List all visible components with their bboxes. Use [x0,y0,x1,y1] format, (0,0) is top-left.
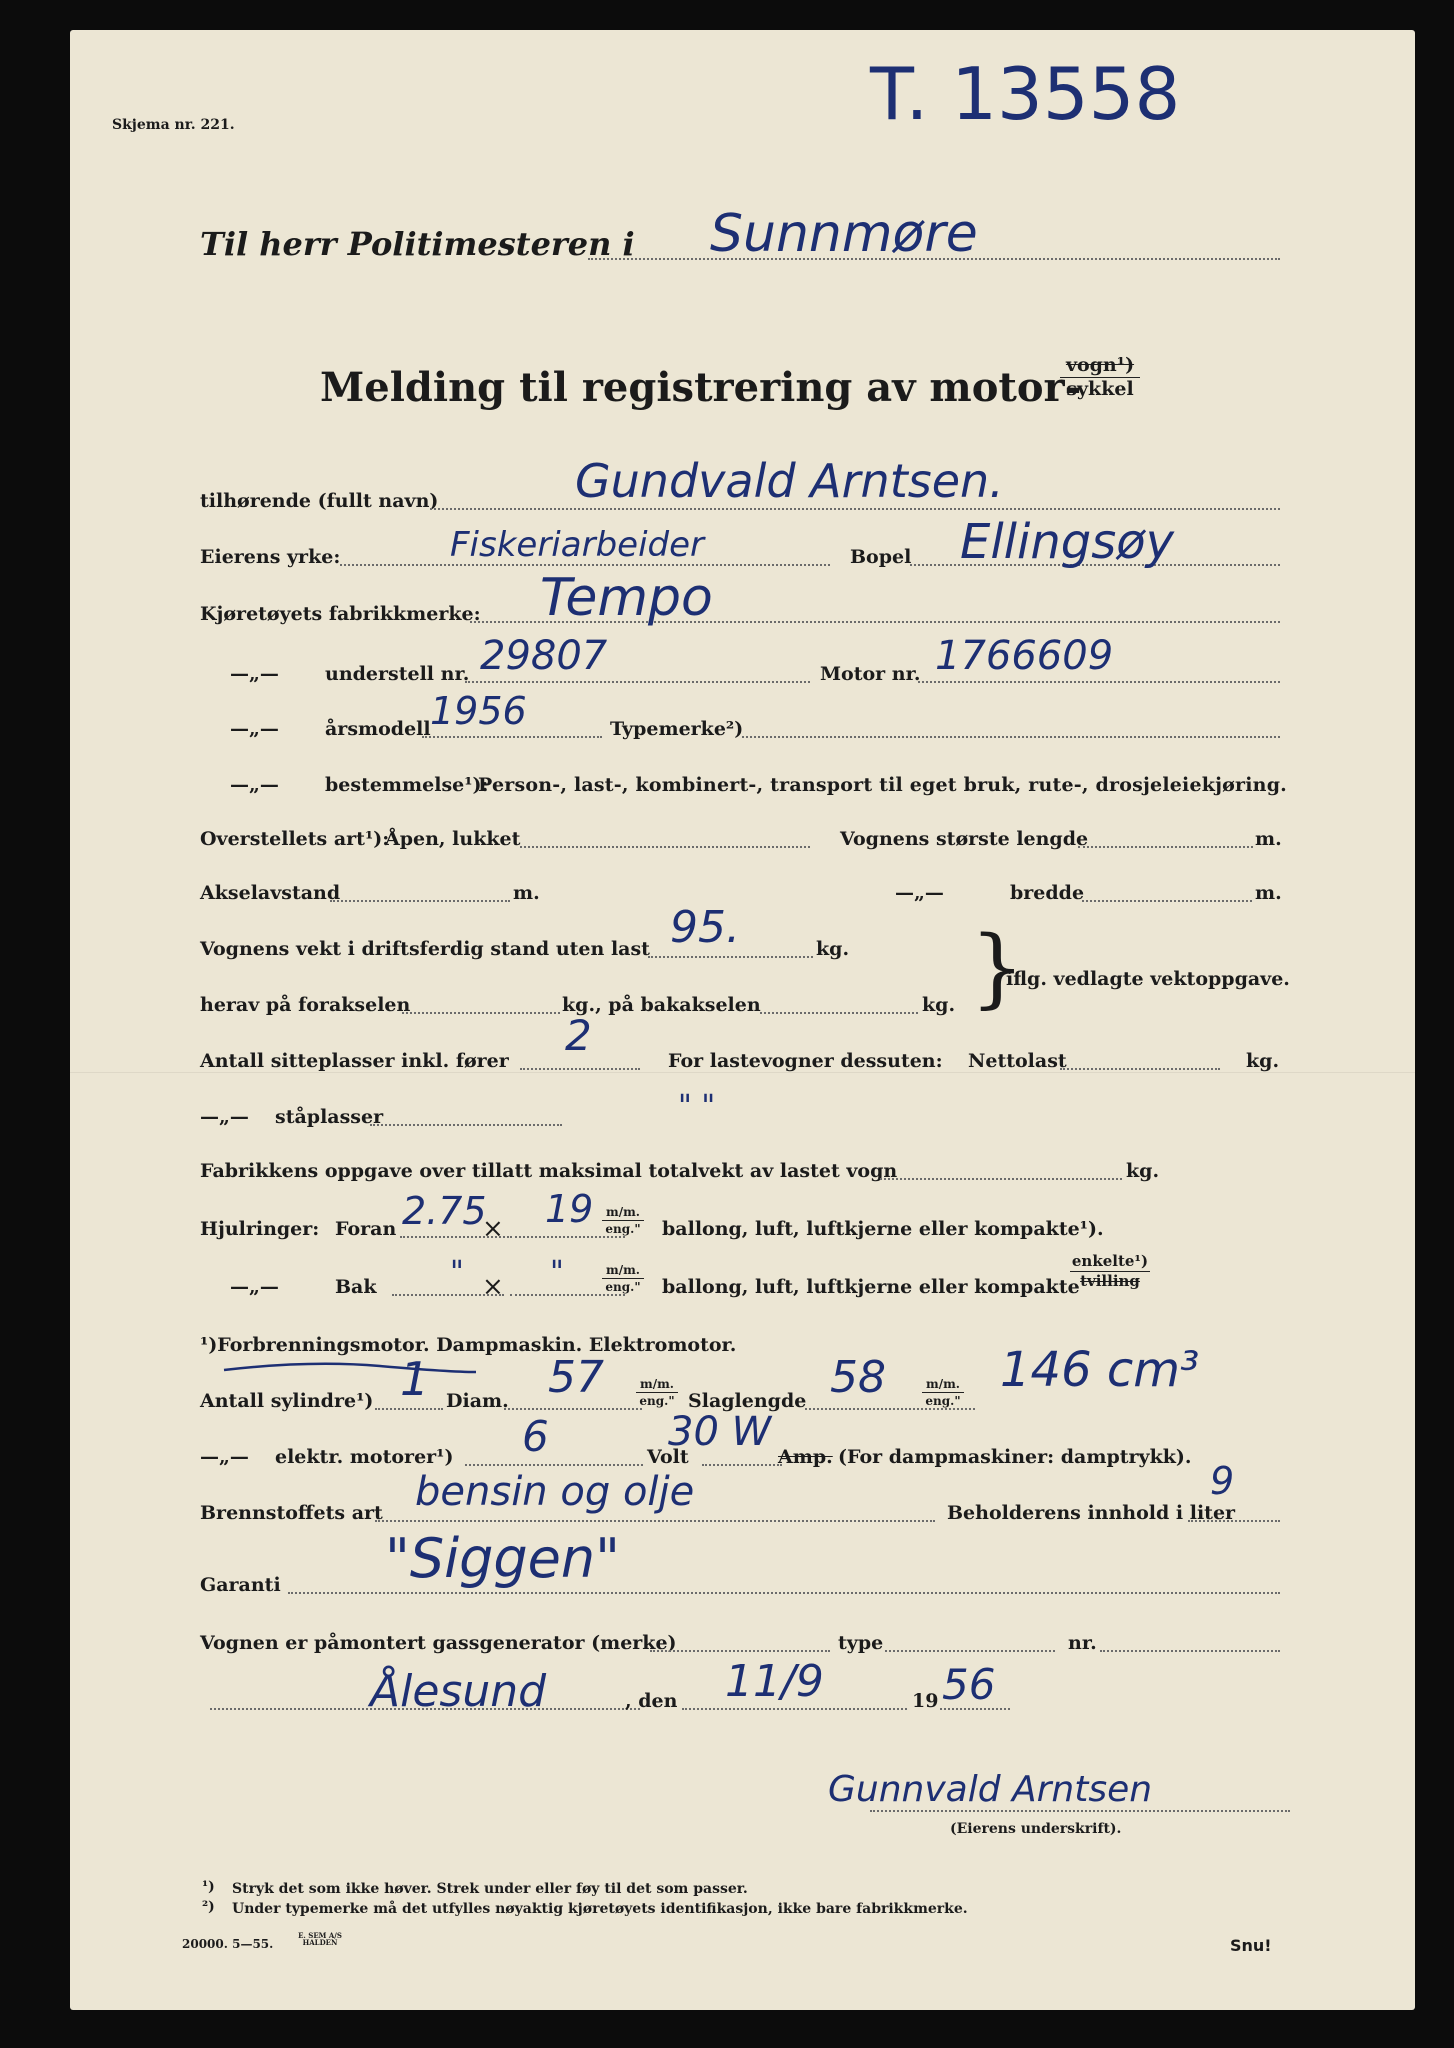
chassis-label: understell nr. [325,663,470,685]
wheels-front-unit: m/m. eng." [602,1206,644,1235]
printer-info: E. SEM A/S HALDEN [298,1931,342,1947]
tank-value: 9 [1210,1459,1235,1503]
seats-value: 2 [565,1011,592,1060]
cylinders-label: Antall sylindre¹) [200,1390,374,1412]
wheels-front-width: 2.75 [402,1189,487,1233]
ditto-mark: —„— [230,1276,279,1298]
ditto-mark: —„— [200,1446,249,1468]
diameter-value: 57 [548,1352,604,1403]
chassis-value: 29807 [480,633,608,679]
tank-label: Beholderens innhold i liter [947,1502,1236,1524]
motor-value: 1766609 [935,633,1114,679]
wheels-rear-unit: m/m. eng." [602,1264,644,1293]
length-unit: m. [1255,828,1282,850]
payload-unit: kg. [1246,1050,1280,1072]
title-vehicle-type [1060,356,1140,399]
footnote-1-mark: ¹) [202,1879,215,1895]
owner-name-value: Gundvald Arntsen. [575,454,1004,508]
make-value: Tempo [540,568,713,628]
owner-name-label: tilhørende (fullt navn) [200,490,439,512]
gas-number-label: nr. [1068,1632,1097,1654]
width-unit: m. [1255,882,1282,904]
footnote-2-text: Under typemerke må det utfylles nøyaktig kjøretøyets identifikasjon, ikke bare fabrikkmerke. [232,1901,968,1917]
fuel-label: Brennstoffets art [200,1502,383,1524]
front-axle-label: herav på forakselen [200,994,411,1016]
body-label: Overstellets art¹): [200,828,390,850]
standing-value: " " [678,1089,716,1124]
date-year-value: 56 [942,1660,996,1709]
ditto-mark: —„— [230,774,279,796]
axle-unit: kg. [922,994,956,1016]
gas-type-label: type [838,1632,884,1654]
max-weight-label: Fabrikkens oppgave over tillatt maksimal totalvekt av lastet vogn [200,1160,898,1182]
body-options: Åpen, lukket [385,828,521,850]
ditto-mark: —„— [895,882,944,904]
wheels-rear-width: " [450,1255,464,1290]
weight-unit: kg. [816,938,850,960]
schema-number: Skjema nr. 221. [112,117,235,133]
guarantee-label: Garanti [200,1574,281,1596]
electric-motors-value: 6 [522,1412,549,1461]
rear-axle-label: kg., på bakakselen [562,994,761,1016]
rear-option-twin: tvilling [1080,1272,1140,1290]
type-label: Typemerke²) [610,718,744,740]
addressee-value: Sunnmøre [710,204,978,264]
wheels-front-diameter: 19 [545,1187,594,1231]
wheels-rear-diameter: " [550,1255,564,1290]
reference-number: T. 13558 [870,52,1181,136]
stroke-label: Slaglengde [688,1390,807,1412]
owner-signature: Gunnvald Arntsen [828,1769,1153,1810]
stroke-value: 58 [830,1352,886,1403]
times-sign: × [482,1272,504,1302]
engine-types: ¹)Forbrenningsmotor. Dampmaskin. Elektromotor. [200,1334,737,1356]
times-sign: × [482,1214,504,1244]
wheels-rear-types: ballong, luft, luftkjerne eller kompakte [662,1276,1080,1298]
ditto-mark: —„— [230,718,279,740]
volt-label: Volt [647,1446,689,1468]
wheels-rear-options [1070,1254,1150,1289]
truck-label: For lastevogner dessuten: [668,1050,943,1072]
fuel-value: bensin og olje [415,1469,695,1515]
wheels-front-label: Foran [335,1218,397,1240]
amp-label: Amp. [778,1446,833,1468]
fold-line [70,1072,1415,1073]
registration-form [70,30,1415,2010]
signature-caption: (Eierens underskrift). [950,1821,1122,1837]
footnote-2-mark: ²) [202,1899,215,1915]
rear-option-single: enkelte¹) [1071,1252,1149,1270]
wheels-rear-label: Bak [335,1276,377,1298]
motor-label: Motor nr. [820,663,921,685]
year-value: 1956 [430,689,527,733]
volt-value: 30 W [668,1409,772,1455]
addressee-label: Til herr Politimesteren i [200,225,635,263]
title-option-vogn: vogn¹) [1065,354,1135,376]
wheelbase-label: Akselavstand [200,882,341,904]
guarantee-value: "Siggen" [385,1527,620,1590]
make-label: Kjøretøyets fabrikkmerke: [200,603,481,625]
seats-label: Antall sitteplasser inkl. fører [200,1050,509,1072]
purpose-label: bestemmelse¹): [325,774,489,796]
title-option-sykkel: sykkel [1066,378,1134,400]
wheels-front-types: ballong, luft, luftkjerne eller kompakte¹). [662,1218,1104,1240]
turn-over-label: Snu! [1230,1936,1272,1955]
form-title: Melding til registrering av motor- [320,364,1082,411]
date-value: 11/9 [725,1656,824,1707]
cylinders-value: 1 [400,1352,430,1406]
purpose-options: Person-, last-, kombinert-, transport til eget bruk, rute-, drosjeleiekjøring. [478,774,1287,796]
brace: } [970,918,1025,1018]
place-value: Ålesund [370,1666,547,1717]
weight-label: Vognens vekt i driftsferdig stand uten last [200,938,650,960]
diameter-label: Diam. [446,1390,509,1412]
diameter-unit: m/m. eng." [636,1378,678,1407]
weight-note: iflg. vedlagte vektoppgave. [1006,968,1290,990]
residence-label: Bopel [850,546,912,568]
year-label: årsmodell [325,718,431,740]
wheels-label: Hjulringer: [200,1218,320,1240]
residence-value: Ellingsøy [960,514,1175,570]
occupation-value: Fiskeriarbeider [450,525,704,565]
ditto-mark: —„— [230,663,279,685]
date-label: , den [625,1690,678,1712]
gas-generator-label: Vognen er påmontert gassgenerator (merke) [200,1632,677,1654]
underline-mark [220,1356,480,1378]
standing-label: ståplasser [275,1106,384,1128]
payload-label: Nettolast [968,1050,1067,1072]
engine-volume: 146 cm³ [1000,1342,1200,1398]
electric-motors-label: elektr. motorer¹) [275,1446,454,1468]
width-label: bredde [1010,882,1085,904]
print-info: 20000. 5—55. [182,1937,274,1951]
steam-pressure-label: (For dampmaskiner: damptrykk). [838,1446,1192,1468]
stroke-unit: m/m. eng." [922,1378,964,1407]
ditto-mark: —„— [200,1106,249,1128]
year-prefix: 19 [912,1690,939,1712]
wheelbase-unit: m. [513,882,540,904]
weight-value: 95. [670,902,740,953]
footnote-1-text: Stryk det som ikke høver. Strek under eller føy til det som passer. [232,1881,748,1897]
length-label: Vognens største lengde [840,828,1089,850]
occupation-label: Eierens yrke: [200,546,341,568]
max-weight-unit: kg. [1126,1160,1160,1182]
